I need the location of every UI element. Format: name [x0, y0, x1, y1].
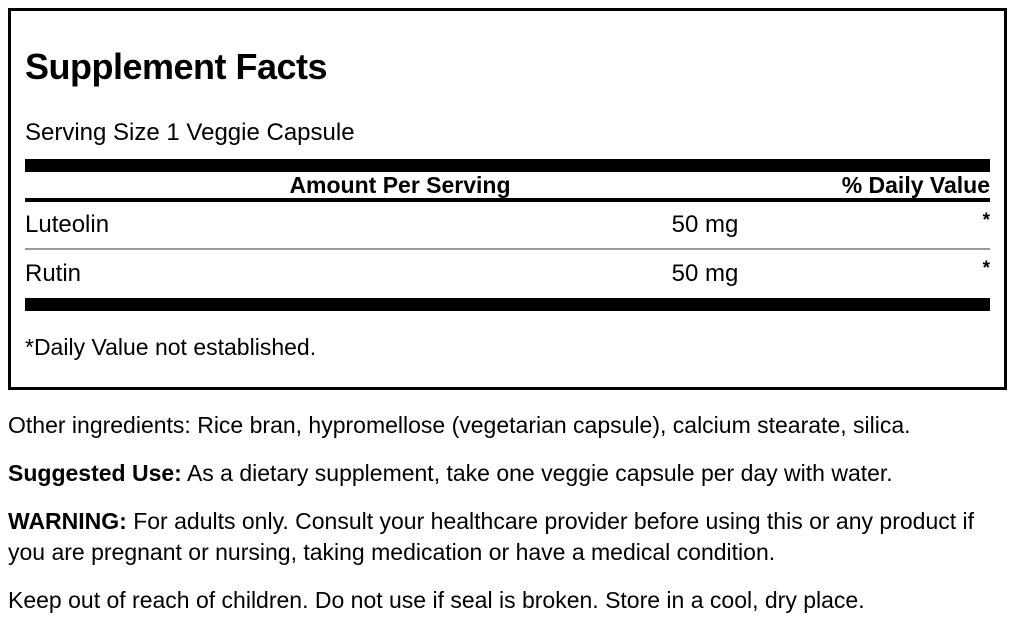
- serving-size: Serving Size 1 Veggie Capsule: [25, 119, 355, 146]
- supplement-facts-panel: [8, 8, 1007, 390]
- warning-label: WARNING:: [8, 508, 127, 534]
- warning-text: For adults only. Consult your healthcare provider before using this or any product if you are pregnant or nursing, taking medication or have a medical condition.: [8, 508, 975, 565]
- daily-value-footnote: *Daily Value not established.: [25, 334, 317, 360]
- other-ingredients-text: Other ingredients: Rice bran, hypromellose (vegetarian capsule), calcium stearate, silica.: [8, 412, 911, 438]
- suggested-use-label: Suggested Use:: [8, 460, 182, 486]
- ingredient-name: Rutin: [25, 260, 82, 287]
- ingredient-daily-value: *: [982, 258, 990, 279]
- other-ingredients: [8, 410, 1002, 441]
- divider-thick-top: [25, 159, 990, 172]
- info-section: [0, 390, 1012, 616]
- table-row-luteolin: [25, 202, 990, 250]
- ingredient-amount: 50 mg: [671, 211, 739, 238]
- suggested-use-text: As a dietary supplement, take one veggie capsule per day with water.: [186, 460, 893, 486]
- storage-notice: Keep out of reach of children. Do not use if seal is broken. Store in a cool, dry place.: [8, 587, 865, 613]
- panel-title: Supplement Facts: [25, 46, 328, 87]
- daily-value-header: % Daily Value: [841, 172, 990, 198]
- suggested-use: [8, 458, 1002, 489]
- ingredient-name: Luteolin: [25, 211, 110, 238]
- table-header-row: [25, 172, 990, 202]
- table-row-rutin: [25, 250, 990, 298]
- ingredient-daily-value: *: [982, 210, 990, 231]
- ingredient-amount: 50 mg: [671, 260, 739, 287]
- divider-thick-bottom: [25, 298, 990, 311]
- warning: [8, 506, 1002, 568]
- amount-per-serving-header: Amount Per Serving: [289, 172, 511, 198]
- supplement-label-page: [0, 8, 1012, 635]
